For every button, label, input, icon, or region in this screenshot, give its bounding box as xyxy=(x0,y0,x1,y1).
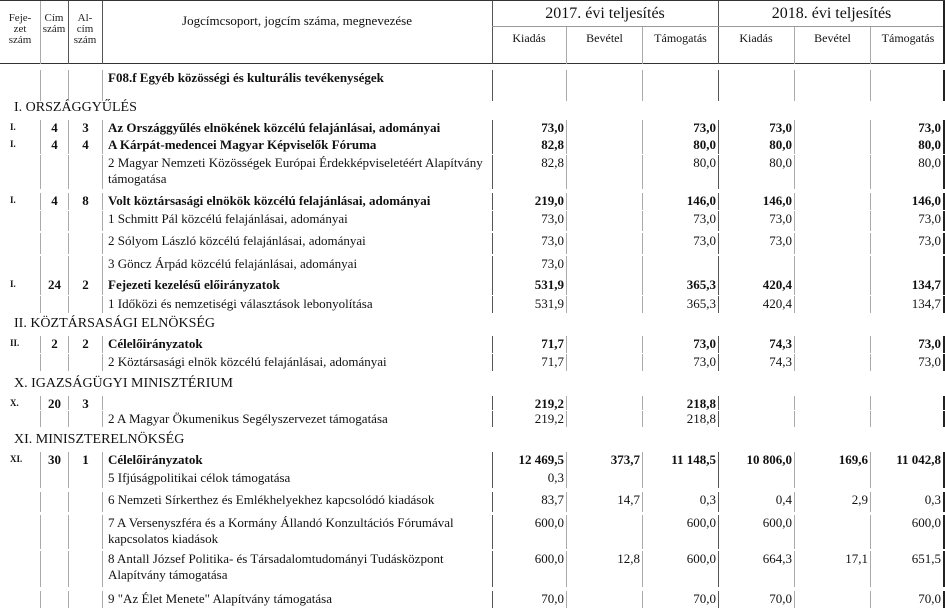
bevetel-2018-cell xyxy=(794,137,870,154)
name-cell: 6 Nemzeti Sírkerthez és Emlékhelyekhez kapcsolódó kiadások xyxy=(102,492,492,512)
bevetel-2017-cell xyxy=(566,211,642,231)
fejezet-cell xyxy=(0,296,40,313)
fejezet-cell xyxy=(0,354,40,371)
bevetel-2018-cell xyxy=(794,296,870,313)
name-cell: Célelőirányzatok xyxy=(102,452,492,470)
kiadas-2017-cell: 219,2 xyxy=(492,411,566,427)
kiadas-2017-cell: 71,7 xyxy=(492,354,566,371)
bevetel-2018-cell xyxy=(794,211,870,231)
name-cell: Az Országgyűlés elnökének közcélú felajánlásai, adományai xyxy=(102,120,492,137)
cim-cell xyxy=(40,296,68,313)
tamogatas-2018-cell xyxy=(870,411,945,427)
tamogatas-2017-cell: 73,0 xyxy=(642,233,718,254)
bevetel-2017-cell xyxy=(566,354,642,371)
kiadas-2017-cell: 73,0 xyxy=(492,256,566,277)
name-cell: F08.f Egyéb közösségi és kulturális tevékenységek xyxy=(102,70,492,101)
kiadas-2017-cell: 83,7 xyxy=(492,492,566,512)
tamogatas-2018-cell: 600,0 xyxy=(870,515,945,549)
table-row xyxy=(0,411,945,427)
name-cell: 9 "Az Élet Menete" Alapítvány támogatása xyxy=(102,591,492,608)
kiadas-2018-cell: 73,0 xyxy=(718,233,794,254)
tamogatas-2017-cell: 80,0 xyxy=(642,155,718,189)
tamogatas-2018-cell: 0,3 xyxy=(870,492,945,512)
header-2018: 2018. évi teljesítés xyxy=(718,1,945,27)
kiadas-2018-cell: 80,0 xyxy=(718,137,794,154)
alcim-cell xyxy=(68,492,102,512)
fejezet-cell xyxy=(0,233,40,254)
cim-cell xyxy=(40,492,68,512)
subheader-bevétel: Bevétel xyxy=(566,27,642,64)
divider xyxy=(102,1,103,64)
fejezet-cell: X. xyxy=(10,398,19,408)
subheader-bevétel: Bevétel xyxy=(794,27,870,64)
tamogatas-2017-cell: 365,3 xyxy=(642,277,718,295)
bevetel-2017-cell: 14,7 xyxy=(566,492,642,512)
name-cell: 5 Ifjúságpolitikai célok támogatása xyxy=(102,470,492,488)
kiadas-2018-cell: 10 806,0 xyxy=(718,452,794,470)
tamogatas-2017-cell: 0,3 xyxy=(642,492,718,512)
cim-cell xyxy=(40,256,68,277)
tamogatas-2018-cell: 73,0 xyxy=(870,336,945,353)
header-fejezet: Feje- zet szám xyxy=(8,12,32,46)
table-row xyxy=(0,452,945,470)
table-row xyxy=(0,155,945,189)
tamogatas-2017-cell xyxy=(642,70,718,101)
kiadas-2017-cell: 70,0 xyxy=(492,591,566,608)
bevetel-2017-cell xyxy=(566,233,642,254)
cim-cell xyxy=(40,211,68,231)
bevetel-2018-cell xyxy=(794,233,870,254)
fejezet-cell xyxy=(0,256,40,277)
tamogatas-2018-cell: 73,0 xyxy=(870,120,945,137)
bevetel-2018-cell xyxy=(794,277,870,295)
tamogatas-2017-cell: 365,3 xyxy=(642,296,718,313)
table-header xyxy=(0,0,945,64)
fejezet-cell: XI. xyxy=(10,454,23,464)
tamogatas-2018-cell: 11 042,8 xyxy=(870,452,945,470)
tamogatas-2018-cell: 651,5 xyxy=(870,551,945,587)
kiadas-2017-cell: 82,8 xyxy=(492,155,566,189)
bevetel-2017-cell xyxy=(566,515,642,549)
fejezet-cell: I. xyxy=(10,122,16,132)
alcim-cell: 4 xyxy=(68,137,102,154)
kiadas-2018-cell xyxy=(718,256,794,277)
bevetel-2018-cell xyxy=(794,515,870,549)
bevetel-2018-cell: 169,6 xyxy=(794,452,870,470)
table-row xyxy=(0,396,945,410)
fejezet-cell: I. xyxy=(10,139,16,149)
subheader-kiadás: Kiadás xyxy=(512,31,546,45)
fejezet-cell xyxy=(0,492,40,512)
alcim-cell: 3 xyxy=(68,120,102,137)
bevetel-2018-cell xyxy=(794,120,870,137)
bevetel-2018-cell xyxy=(794,591,870,608)
bevetel-2018-cell xyxy=(794,470,870,488)
fejezet-cell: II. xyxy=(10,338,20,348)
bevetel-2017-cell xyxy=(566,336,642,353)
kiadas-2017-cell: 219,0 xyxy=(492,193,566,210)
tamogatas-2017-cell: 11 148,5 xyxy=(642,452,718,470)
tamogatas-2017-cell: 73,0 xyxy=(642,336,718,353)
bevetel-2018-cell xyxy=(794,411,870,427)
subheader-kiadás: Kiadás xyxy=(739,31,773,45)
kiadas-2018-cell: 70,0 xyxy=(718,591,794,608)
fejezet-cell xyxy=(0,515,40,549)
tamogatas-2017-cell: 146,0 xyxy=(642,193,718,210)
header-cim: Cím szám xyxy=(42,12,66,35)
cim-cell xyxy=(40,591,68,608)
cim-cell: 24 xyxy=(40,277,68,295)
header-name: Jogcímcsoport, jogcím száma, megnevezése xyxy=(182,13,412,28)
kiadas-2018-cell xyxy=(718,396,794,410)
bevetel-2017-cell xyxy=(566,137,642,154)
kiadas-2017-cell: 531,9 xyxy=(492,277,566,295)
table-row xyxy=(0,70,945,101)
kiadas-2017-cell: 82,8 xyxy=(492,137,566,154)
fejezet-cell xyxy=(0,70,40,101)
fejezet-cell xyxy=(0,411,40,427)
cim-cell xyxy=(40,155,68,189)
fejezet-cell xyxy=(0,211,40,231)
tamogatas-2017-cell xyxy=(642,256,718,277)
alcim-cell xyxy=(68,354,102,371)
tamogatas-2017-cell: 70,0 xyxy=(642,591,718,608)
alcim-cell: 3 xyxy=(68,396,102,410)
kiadas-2017-cell: 73,0 xyxy=(492,120,566,137)
kiadas-2018-cell: 664,3 xyxy=(718,551,794,587)
subheader-támogatás: Támogatás xyxy=(870,27,945,64)
kiadas-2017-cell: 531,9 xyxy=(492,296,566,313)
bevetel-2018-cell xyxy=(794,354,870,371)
bevetel-2017-cell xyxy=(566,120,642,137)
section-title: I. ORSZÁGGYŰLÉS xyxy=(14,100,137,115)
bevetel-2018-cell xyxy=(794,70,870,101)
cim-cell xyxy=(40,70,68,101)
bevetel-2017-cell: 373,7 xyxy=(566,452,642,470)
tamogatas-2017-cell: 80,0 xyxy=(642,137,718,154)
cim-cell: 2 xyxy=(40,336,68,353)
kiadas-2017-cell: 73,0 xyxy=(492,233,566,254)
section-heading xyxy=(0,432,945,449)
name-cell xyxy=(102,396,492,410)
name-cell: 1 Időközi és nemzetiségi választások lebonyolítása xyxy=(102,296,492,313)
bevetel-2018-cell xyxy=(794,396,870,410)
bevetel-2017-cell xyxy=(566,396,642,410)
name-cell: 7 A Versenyszféra és a Kormány Állandó Konzultációs Fórumával kapcsolatos kiadások xyxy=(102,515,492,549)
kiadas-2018-cell: 74,3 xyxy=(718,354,794,371)
bevetel-2017-cell xyxy=(566,193,642,210)
section-heading xyxy=(0,376,945,393)
alcim-cell xyxy=(68,470,102,488)
alcim-cell xyxy=(68,256,102,277)
tamogatas-2017-cell: 600,0 xyxy=(642,515,718,549)
alcim-cell: 1 xyxy=(68,452,102,470)
kiadas-2018-cell: 420,4 xyxy=(718,277,794,295)
kiadas-2017-cell: 219,2 xyxy=(492,396,566,410)
bevetel-2018-cell xyxy=(794,155,870,189)
cim-cell xyxy=(40,411,68,427)
table-row xyxy=(0,193,945,210)
bevetel-2017-cell xyxy=(566,591,642,608)
kiadas-2018-cell: 73,0 xyxy=(718,120,794,137)
table-row xyxy=(0,296,945,313)
name-cell: 2 Köztársasági elnök közcélú felajánlásai, adományai xyxy=(102,354,492,371)
header-2017: 2017. évi teljesítés xyxy=(492,1,718,27)
tamogatas-2017-cell: 73,0 xyxy=(642,354,718,371)
tamogatas-2018-cell: 134,7 xyxy=(870,296,945,313)
kiadas-2018-cell: 74,3 xyxy=(718,336,794,353)
section-title: X. IGAZSÁGÜGYI MINISZTÉRIUM xyxy=(14,376,233,391)
kiadas-2017-cell: 600,0 xyxy=(492,551,566,587)
table-row xyxy=(0,336,945,353)
cim-cell: 4 xyxy=(40,120,68,137)
bevetel-2017-cell xyxy=(566,155,642,189)
name-cell: Fejezeti kezelésű előirányzatok xyxy=(102,277,492,295)
table-row xyxy=(0,277,945,295)
tamogatas-2017-cell: 73,0 xyxy=(642,211,718,231)
fejezet-cell xyxy=(0,551,40,587)
kiadas-2018-cell xyxy=(718,470,794,488)
alcim-cell xyxy=(68,155,102,189)
table-row xyxy=(0,120,945,137)
tamogatas-2017-cell: 218,8 xyxy=(642,411,718,427)
name-cell: A Kárpát-medencei Magyar Képviselők Fóruma xyxy=(102,137,492,154)
header-alcim: Al- cím szám xyxy=(73,12,97,46)
bevetel-2017-cell: 12,8 xyxy=(566,551,642,587)
bevetel-2018-cell: 2,9 xyxy=(794,492,870,512)
alcim-cell xyxy=(68,233,102,254)
kiadas-2018-cell: 146,0 xyxy=(718,193,794,210)
cim-cell xyxy=(40,515,68,549)
bevetel-2017-cell xyxy=(566,470,642,488)
bevetel-2017-cell xyxy=(566,256,642,277)
tamogatas-2018-cell xyxy=(870,70,945,101)
cim-cell: 20 xyxy=(40,396,68,410)
tamogatas-2018-cell: 80,0 xyxy=(870,137,945,154)
cim-cell xyxy=(40,470,68,488)
bevetel-2018-cell xyxy=(794,193,870,210)
alcim-cell xyxy=(68,70,102,101)
kiadas-2017-cell: 12 469,5 xyxy=(492,452,566,470)
fejezet-cell xyxy=(0,591,40,608)
kiadas-2017-cell xyxy=(492,70,566,101)
bevetel-2017-cell xyxy=(566,277,642,295)
name-cell: 2 Magyar Nemzeti Közösségek Európai Érdekképviseletéért Alapítvány támogatása xyxy=(102,155,492,189)
section-heading xyxy=(0,316,945,333)
alcim-cell xyxy=(68,591,102,608)
table-row xyxy=(0,256,945,277)
tamogatas-2017-cell: 218,8 xyxy=(642,396,718,410)
table-row xyxy=(0,591,945,608)
cim-cell: 30 xyxy=(40,452,68,470)
bevetel-2017-cell xyxy=(566,296,642,313)
tamogatas-2018-cell: 146,0 xyxy=(870,193,945,210)
bevetel-2017-cell xyxy=(566,411,642,427)
cim-cell: 4 xyxy=(40,137,68,154)
tamogatas-2018-cell: 73,0 xyxy=(870,211,945,231)
alcim-cell xyxy=(68,515,102,549)
tamogatas-2018-cell: 73,0 xyxy=(870,233,945,254)
name-cell: 2 Sólyom László közcélú felajánlásai, adományai xyxy=(102,233,492,254)
alcim-cell xyxy=(68,551,102,587)
kiadas-2018-cell: 420,4 xyxy=(718,296,794,313)
name-cell: Célelőirányzatok xyxy=(102,336,492,353)
fejezet-cell xyxy=(0,155,40,189)
table-row xyxy=(0,233,945,254)
kiadas-2018-cell xyxy=(718,411,794,427)
subheader-támogatás: Támogatás xyxy=(642,27,718,64)
table-row xyxy=(0,492,945,512)
name-cell: 3 Göncz Árpád közcélú felajánlásai, adományai xyxy=(102,256,492,277)
tamogatas-2018-cell: 70,0 xyxy=(870,591,945,608)
tamogatas-2018-cell xyxy=(870,256,945,277)
kiadas-2017-cell: 71,7 xyxy=(492,336,566,353)
tamogatas-2018-cell: 80,0 xyxy=(870,155,945,189)
kiadas-2018-cell: 73,0 xyxy=(718,211,794,231)
table-row xyxy=(0,354,945,371)
name-cell: 1 Schmitt Pál közcélú felajánlásai, adományai xyxy=(102,211,492,231)
cim-cell xyxy=(40,551,68,587)
section-title: XI. MINISZTERELNÖKSÉG xyxy=(14,432,185,447)
alcim-cell: 8 xyxy=(68,193,102,210)
tamogatas-2017-cell: 600,0 xyxy=(642,551,718,587)
tamogatas-2018-cell xyxy=(870,470,945,488)
bevetel-2018-cell xyxy=(794,256,870,277)
alcim-cell xyxy=(68,296,102,313)
kiadas-2017-cell: 73,0 xyxy=(492,211,566,231)
kiadas-2017-cell: 600,0 xyxy=(492,515,566,549)
alcim-cell: 2 xyxy=(68,277,102,295)
tamogatas-2017-cell xyxy=(642,470,718,488)
table-row xyxy=(0,515,945,549)
kiadas-2018-cell xyxy=(718,70,794,101)
cim-cell: 4 xyxy=(40,193,68,210)
fejezet-cell xyxy=(0,470,40,488)
fejezet-cell: I. xyxy=(10,279,16,289)
bevetel-2018-cell: 17,1 xyxy=(794,551,870,587)
bevetel-2018-cell xyxy=(794,336,870,353)
kiadas-2018-cell: 0,4 xyxy=(718,492,794,512)
table-row xyxy=(0,470,945,488)
table-row xyxy=(0,211,945,231)
table-row xyxy=(0,137,945,154)
kiadas-2018-cell: 600,0 xyxy=(718,515,794,549)
table-row xyxy=(0,551,945,587)
section-title: II. KÖZTÁRSASÁGI ELNÖKSÉG xyxy=(14,316,216,331)
name-cell: 2 A Magyar Ökumenikus Segélyszervezet támogatása xyxy=(102,411,492,427)
alcim-cell xyxy=(68,211,102,231)
alcim-cell: 2 xyxy=(68,336,102,353)
bevetel-2017-cell xyxy=(566,70,642,101)
fejezet-cell: I. xyxy=(10,195,16,205)
cim-cell xyxy=(40,233,68,254)
name-cell: Volt köztársasági elnökök közcélú felajánlásai, adományai xyxy=(102,193,492,210)
tamogatas-2017-cell: 73,0 xyxy=(642,120,718,137)
alcim-cell xyxy=(68,411,102,427)
kiadas-2018-cell: 80,0 xyxy=(718,155,794,189)
tamogatas-2018-cell: 134,7 xyxy=(870,277,945,295)
name-cell: 8 Antall József Politika- és Társadalomtudományi Tudásközpont Alapítvány támogatása xyxy=(102,551,492,587)
kiadas-2017-cell: 0,3 xyxy=(492,470,566,488)
tamogatas-2018-cell xyxy=(870,396,945,410)
cim-cell xyxy=(40,354,68,371)
section-heading xyxy=(0,100,945,118)
tamogatas-2018-cell: 73,0 xyxy=(870,354,945,371)
